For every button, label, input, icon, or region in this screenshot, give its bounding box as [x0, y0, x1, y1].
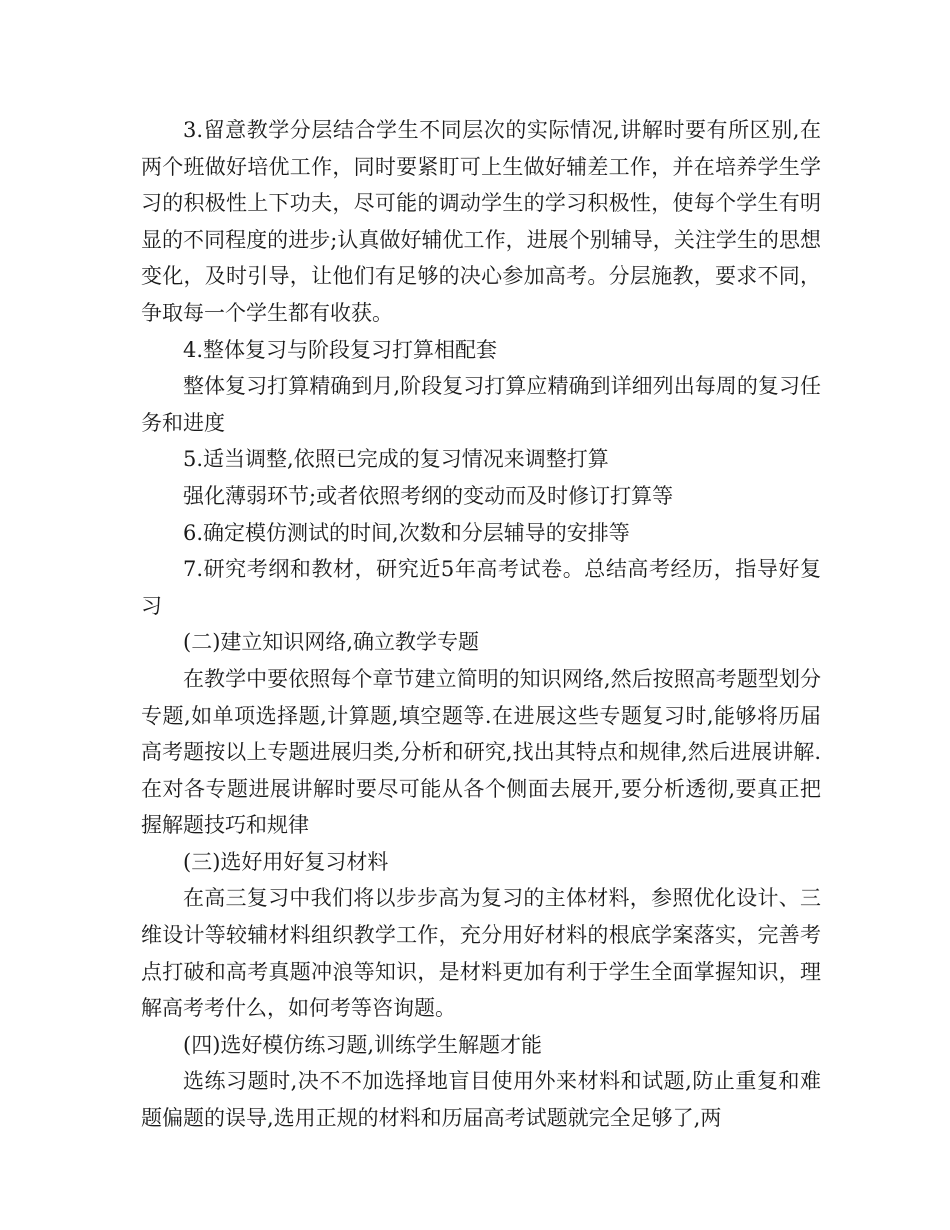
- paragraph-3-stratified-teaching: 3.留意教学分层结合学生不同层次的实际情况,讲解时要有所区别,在两个班做好培优工作，同时要紧盯可上生做好辅差工作，并在培养学生学习的积极性上下功夫，尽可能的调动学生的学习积极性，使每个学生有明显的不同程度的进步;认真做好辅优工作，进展个别辅导，关注学生的思想变化，及时引导，让他们有足够的决心参加高考。分层施教，要求不同，争取每一个学生都有收获。: [141, 118, 821, 325]
- document-body: [141, 112, 821, 1137]
- section-3-heading: (三)选好用好复习材料: [183, 849, 389, 874]
- paragraph-6: 6.确定模仿测试的时间,次数和分层辅导的安排等: [183, 520, 630, 545]
- section-3-body: 在高三复习中我们将以步步高为复习的主体材料，参照优化设计、三维设计等较辅材料组织教学工作，充分用好材料的根底学案落实，完善考点打破和高考真题冲浪等知识，是材料更加有利于学生全面掌握知识，理解高考考什么，如何考等咨询题。: [141, 886, 821, 1021]
- paragraph-7: 7.研究考纲和教材，研究近5年高考试卷。总结高考经历，指导好复习: [141, 557, 821, 618]
- paragraph-4-heading: 4.整体复习与阶段复习打算相配套: [183, 337, 498, 362]
- paragraph-5-body: 强化薄弱环节;或者依照考纲的变动而及时修订打算等: [183, 483, 674, 508]
- section-4-body: 选练习题时,决不不加选择地盲目使用外来材料和试题,防止重复和难题偏题的误导,选用正规的材料和历届高考试题就完全足够了,两: [141, 1069, 821, 1131]
- paragraph-4-body: 整体复习打算精确到月,阶段复习打算应精确到详细列出每周的复习任务和进度: [141, 374, 821, 435]
- paragraph-5-heading: 5.适当调整,依照已完成的复习情况来调整打算: [183, 447, 609, 472]
- section-2-heading: (二)建立知识网络,确立教学专题: [183, 630, 480, 655]
- section-4-heading: (四)选好模仿练习题,训练学生解题才能: [183, 1032, 543, 1057]
- section-2-body: 在教学中要依照每个章节建立简明的知识网络,然后按照高考题型划分专题,如单项选择题,计算题,填空题等.在进展这些专题复习时,能够将历届高考题按以上专题进展归类,分析和研究,找出其特点和规律,然后进展讲解.在对各专题进展讲解时要尽可能从各个侧面去展开,要分析透彻,要真正把握解题技巧和规律: [141, 666, 821, 838]
